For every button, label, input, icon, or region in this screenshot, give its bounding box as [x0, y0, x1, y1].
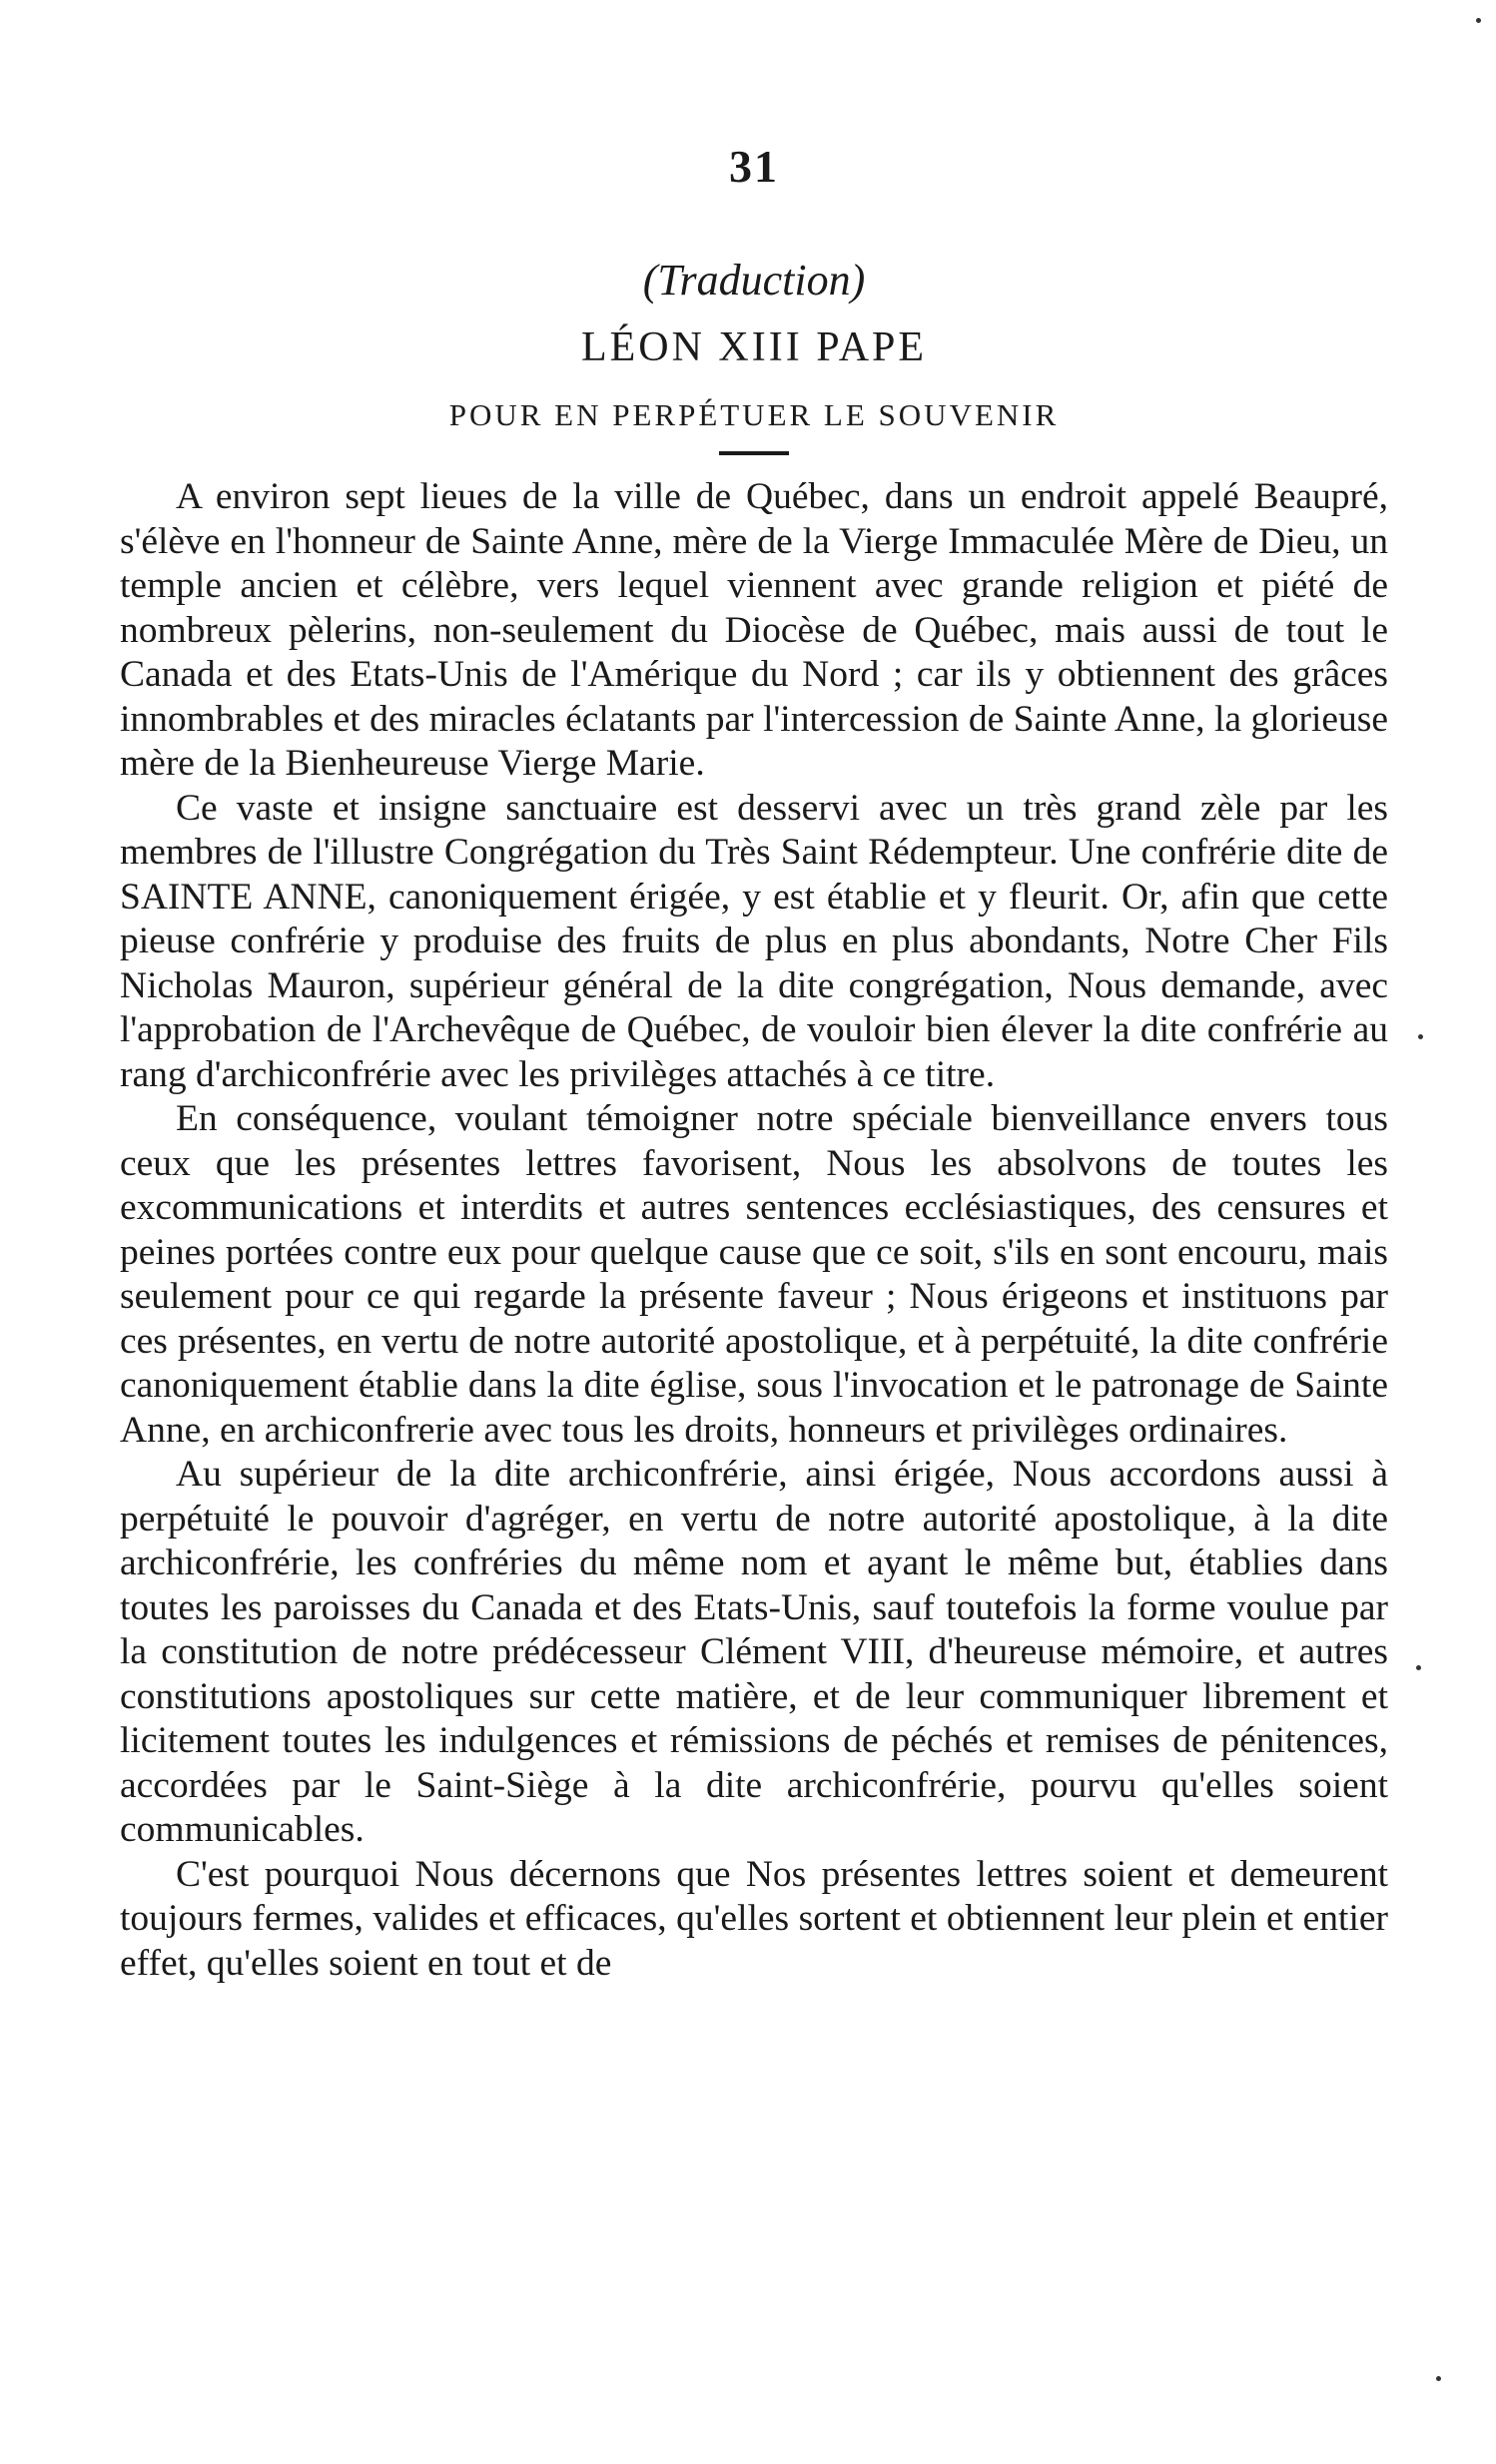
margin-speck — [1418, 1034, 1423, 1039]
paragraph: En conséquence, voulant témoigner notre spéciale bienveillance envers tous ceux que les présentes lettres favorisent, Nous les absolvons de toutes les excommunications et interdits et autres sentences ecclésiastiques, des censures et peines portées contre eux pour quelque cause que ce soit, s'ils en sont encouru, mais seulement pour ce qui regarde la présente faveur ; Nous érigeons et instituons par ces présentes, en vertu de notre autorité apostolique, et à perpétuité, la dite confrérie canoniquement établie dans la dite église, sous l'invocation et le patronage de Sainte Anne, en archiconfrerie avec tous les droits, honneurs et privilèges ordinaires. — [120, 1098, 1388, 1451]
document-page — [120, 140, 1388, 1986]
paragraph: Ce vaste et insigne sanctuaire est desservi avec un très grand zèle par les membres de l'illustre Congrégation du Très Saint Rédempteur. Une confrérie dite de SAINTE ANNE, canoniquement érigée, y est établie et y fleurit. Or, afin que cette pieuse confrérie y produise des fruits de plus en plus abondants, Notre Cher Fils Nicholas Mauron, supérieur général de la dite congrégation, Nous demande, avec l'approbation de l'Archevêque de Québec, de vouloir bien élever la dite confrérie au rang d'archiconfrérie avec les privilèges attachés à ce titre. — [120, 787, 1388, 1095]
document-subtitle: POUR EN PERPÉTUER LE SOUVENIR — [448, 397, 1060, 432]
traduction-label: (Traduction) — [642, 256, 866, 305]
margin-speck — [1436, 2376, 1441, 2381]
paragraph: C'est pourquoi Nous décernons que Nos présentes lettres soient et demeurent toujours fermes, valides et efficaces, qu'elles sortent et obtiennent leur plein et entier effet, qu'elles soient en tout et de — [120, 1853, 1388, 1984]
page-number: 31 — [729, 141, 779, 192]
margin-speck — [1416, 1665, 1421, 1670]
paragraph: A environ sept lieues de la ville de Québec, dans un endroit appelé Beaupré, s'élève en l'honneur de Sainte Anne, mère de la Vierge Immaculée Mère de Dieu, un temple ancien et célèbre, vers lequel viennent avec grande religion et piété de nombreux pèlerins, non-seulement du Diocèse de Québec, mais aussi de tout le Canada et des Etats-Unis de l'Amérique du Nord ; car ils y obtiennent des grâces innombrables et des miracles éclatants par l'intercession de Sainte Anne, la glorieuse mère de la Bienheureuse Vierge Marie. — [120, 476, 1388, 784]
corner-speck — [1476, 18, 1481, 23]
paragraph: Au supérieur de la dite archiconfrérie, ainsi érigée, Nous accordons aussi à perpétuité le pouvoir d'agréger, en vertu de notre autorité apostolique, à la dite archiconfrérie, les confréries du même nom et ayant le même but, établies dans toutes les paroisses du Canada et des Etats-Unis, sauf toutefois la forme voulue par la constitution de notre prédécesseur Clément VIII, d'heureuse mémoire, et autres constitutions apostoliques sur cette matière, et de leur communiquer librement et licitement toutes les indulgences et rémissions de péchés et remises de pénitences, accordées par le Saint-Siège à la dite archiconfrérie, pourvu qu'elles soient communicables. — [120, 1454, 1388, 1850]
document-title: LÉON XIII PAPE — [580, 324, 928, 370]
section-rule — [719, 451, 789, 455]
body-text — [120, 475, 1388, 1986]
